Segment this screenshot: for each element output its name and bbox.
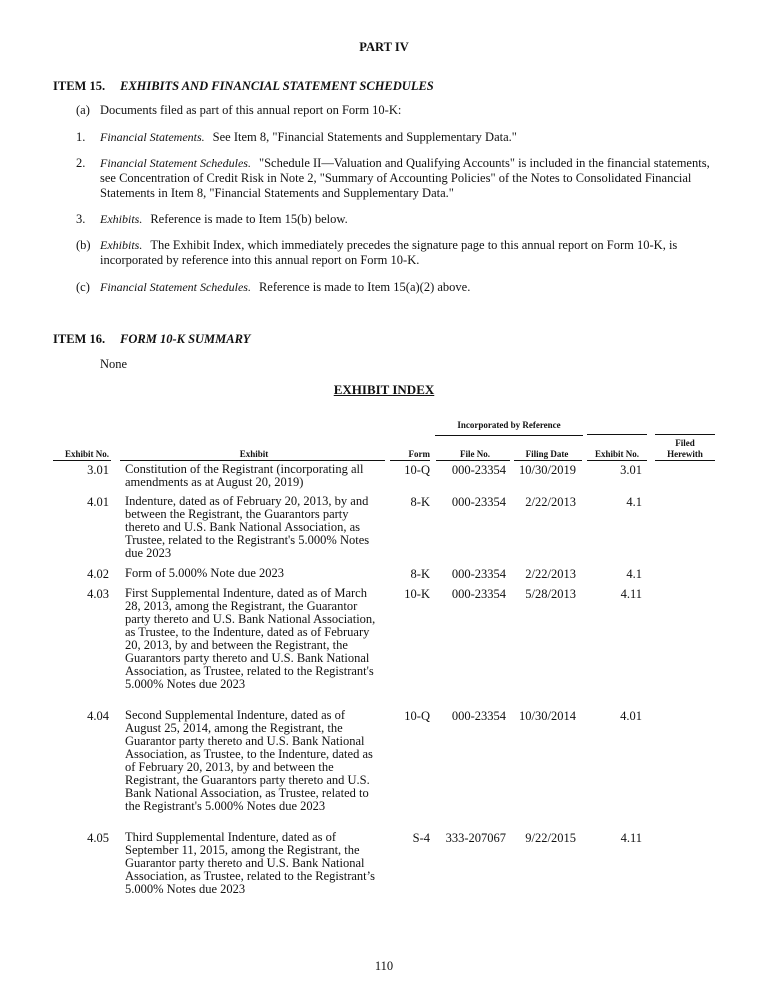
exhibit-filing-date: 10/30/2019 — [519, 463, 576, 477]
part-heading: PART IV — [359, 40, 409, 54]
item-15-number: ITEM 15. — [53, 79, 106, 93]
item-15-c-label: (c) — [76, 280, 90, 294]
exhibit-filing-date: 2/22/2013 — [525, 495, 576, 509]
col-header-filing-date: Filing Date — [525, 449, 569, 459]
item-15-1 — [76, 130, 716, 145]
exhibit-file-no: 000-23354 — [451, 567, 506, 581]
exhibit-form: 10-K — [404, 587, 430, 601]
item-15-c — [76, 280, 716, 295]
page-number: 110 — [374, 959, 394, 973]
exhibit-incorp-no: 4.1 — [626, 495, 642, 509]
exhibit-incorp-no: 3.01 — [620, 463, 642, 477]
item-15-3-label: 3. — [76, 212, 86, 226]
item-15-2-italic: Financial Statement Schedules. — [100, 156, 251, 170]
item-15-a — [76, 103, 716, 118]
exhibit-incorp-no: 4.11 — [620, 587, 642, 601]
header-rule — [53, 460, 111, 461]
item-15-b-text: The Exhibit Index, which immediately precedes the signature page to this annual report on Form 10-K, is incorporated by reference into this annual report on Form 10-K. — [100, 238, 678, 267]
item-16-number: ITEM 16. — [53, 332, 106, 346]
col-header-exhibit-no: Exhibit No. — [64, 449, 109, 459]
item-16-body: None — [100, 357, 128, 371]
item-15-b-label: (b) — [76, 238, 91, 252]
exhibit-file-no: 000-23354 — [451, 463, 506, 477]
exhibit-number: 4.04 — [87, 709, 109, 723]
incorporated-by-reference-header: Incorporated by Reference — [435, 420, 583, 436]
exhibit-number: 4.01 — [87, 495, 109, 509]
exhibit-description: Constitution of the Registrant (incorporating all amendments as at August 20, 2019) — [125, 462, 364, 489]
exhibit-description: Third Supplemental Indenture, dated as of September 11, 2015, among the Registrant, the Guarantor party thereto and U.S. Bank National Association, as Trustee, related to the Registrant’s 5.000% Notes due 2023 — [125, 830, 375, 896]
item-15-title: EXHIBITS AND FINANCIAL STATEMENT SCHEDULES — [120, 79, 434, 93]
item-15-2-label: 2. — [76, 156, 86, 170]
col-header-filed: Filed — [675, 438, 695, 448]
header-rule — [120, 460, 385, 461]
header-rule — [436, 460, 510, 461]
col-header-herewith: Herewith — [667, 449, 703, 459]
exhibit-index-title: EXHIBIT INDEX — [333, 382, 435, 397]
header-rule — [587, 434, 647, 435]
item-15-a-label: (a) — [76, 103, 90, 117]
header-rule — [655, 434, 715, 435]
item-15-1-italic: Financial Statements. — [100, 130, 205, 144]
exhibit-filing-date: 5/28/2013 — [525, 587, 576, 601]
exhibit-incorp-no: 4.01 — [620, 709, 642, 723]
header-rule — [390, 460, 430, 461]
exhibit-description: Second Supplemental Indenture, dated as of August 25, 2014, among the Registrant, the Guarantor party thereto and U.S. Bank National Association, as Trustee, to the Indenture, dated as of February 20, 2013, by and between the Registrant, the Guarantors party thereto and U.S. Bank National Association, as Trustee, related to the Registrant's 5.000% Notes due 2023 — [125, 708, 373, 813]
exhibit-file-no: 000-23354 — [451, 495, 506, 509]
header-rule — [655, 460, 715, 461]
item-15-heading — [53, 79, 434, 94]
header-rule — [514, 460, 582, 461]
exhibit-number: 4.02 — [87, 567, 109, 581]
exhibit-file-no: 333-207067 — [445, 831, 506, 845]
exhibit-incorp-no: 4.11 — [620, 831, 642, 845]
exhibit-form: 8-K — [410, 567, 430, 581]
header-rule — [587, 460, 647, 461]
item-16-heading — [53, 332, 250, 347]
exhibit-form: 10-Q — [404, 463, 430, 477]
exhibit-description: Form of 5.000% Note due 2023 — [125, 566, 285, 580]
exhibit-form: S-4 — [412, 831, 430, 845]
exhibit-description: First Supplemental Indenture, dated as of March 28, 2013, among the Registrant, the Guarantor party thereto and U.S. Bank National Association, as Trustee, to the Indenture, dated as of February 20, 2013, by and between the Registrant, the Guarantors party thereto and U.S. Bank National Association, as Trustee, related to the Registrant's 5.000% Notes due 2023 — [125, 586, 376, 691]
item-15-b — [76, 238, 716, 268]
col-header-form: Form — [408, 449, 430, 459]
exhibit-filing-date: 9/22/2015 — [525, 831, 576, 845]
item-15-3-text: Reference is made to Item 15(b) below. — [150, 212, 348, 226]
item-16-title: FORM 10-K SUMMARY — [120, 332, 251, 346]
col-header-file-no: File No. — [460, 449, 490, 459]
item-15-a-text: Documents filed as part of this annual report on Form 10-K: — [100, 103, 402, 117]
exhibit-file-no: 000-23354 — [451, 587, 506, 601]
item-15-1-text: See Item 8, "Financial Statements and Supplementary Data." — [212, 130, 517, 144]
item-15-c-italic: Financial Statement Schedules. — [100, 280, 251, 294]
exhibit-number: 4.05 — [87, 831, 109, 845]
item-15-2 — [76, 156, 716, 200]
item-15-3 — [76, 212, 716, 227]
exhibit-number: 4.03 — [87, 587, 109, 601]
col-header-incorp-exhibit-no: Exhibit No. — [594, 449, 639, 459]
exhibit-form: 10-Q — [404, 709, 430, 723]
item-15-c-text: Reference is made to Item 15(a)(2) above. — [258, 280, 471, 294]
item-15-b-italic: Exhibits. — [100, 238, 143, 252]
exhibit-filing-date: 2/22/2013 — [525, 567, 576, 581]
exhibit-form: 8-K — [410, 495, 430, 509]
item-15-1-label: 1. — [76, 130, 86, 144]
exhibit-filing-date: 10/30/2014 — [519, 709, 576, 723]
item-15-3-italic: Exhibits. — [100, 212, 143, 226]
exhibit-file-no: 000-23354 — [451, 709, 506, 723]
exhibit-description: Indenture, dated as of February 20, 2013, by and between the Registrant, the Guarantors party thereto and U.S. Bank National Association, as Trustee, related to the Registrant's 5.000% Notes due 2023 — [125, 494, 370, 560]
exhibit-incorp-no: 4.1 — [626, 567, 642, 581]
exhibit-number: 3.01 — [87, 463, 109, 477]
item-15-2-text: "Schedule II—Valuation and Qualifying Accounts" is included in the financial statements, see Concentration of Credit Risk in Note 2, "Summary of Accounting Policies" of the Notes to Consolidated Financial Statements in Item 8, "Financial Statements and Supplementary Data." — [100, 156, 710, 200]
col-header-exhibit: Exhibit — [239, 449, 269, 459]
